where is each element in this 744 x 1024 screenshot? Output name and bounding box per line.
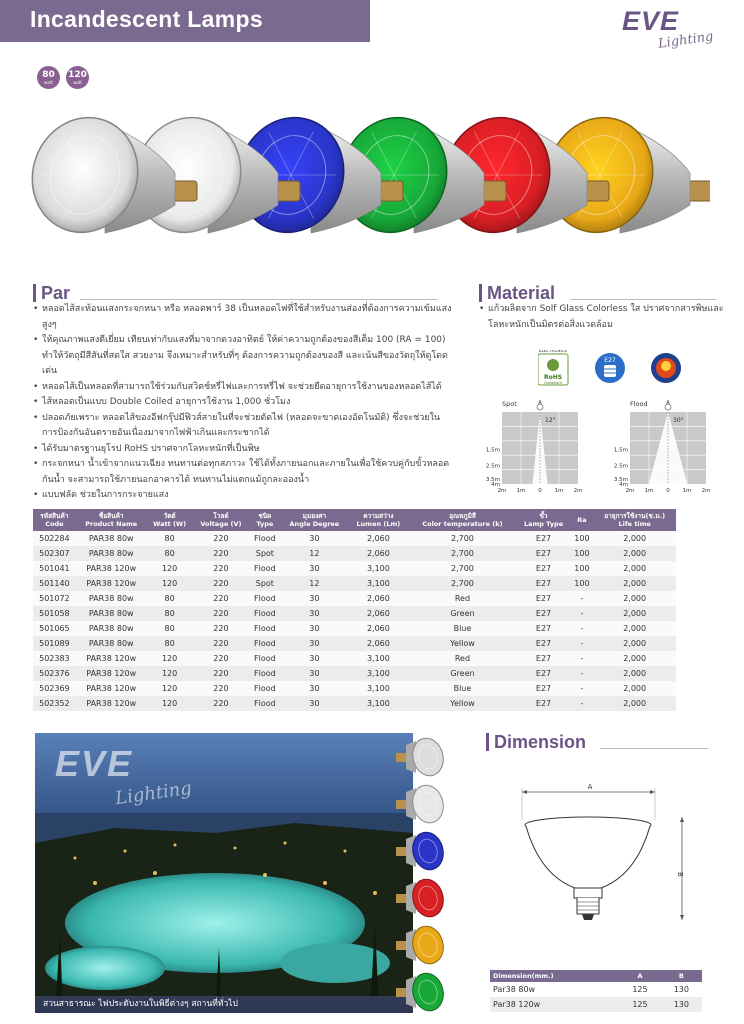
brand-name: EVE bbox=[622, 6, 680, 36]
page-title: Incandescent Lamps bbox=[30, 6, 263, 32]
table-cell: 12 bbox=[280, 576, 348, 591]
table-row bbox=[33, 651, 676, 666]
table-cell: 100 bbox=[571, 546, 594, 561]
table-cell: 220 bbox=[193, 696, 250, 711]
table-row bbox=[33, 681, 676, 696]
table-row bbox=[33, 606, 676, 621]
table-cell: PAR38 80w bbox=[76, 621, 147, 636]
table-cell: - bbox=[571, 696, 594, 711]
beam-angle-label: 12° bbox=[545, 417, 556, 424]
table-cell: 220 bbox=[193, 561, 250, 576]
par-bullet-list bbox=[33, 302, 453, 504]
beam-distance-label: 2.5m bbox=[613, 463, 628, 470]
hot-bulb-icon bbox=[651, 353, 681, 383]
spec-col-header-en: Lamp Type bbox=[523, 520, 564, 528]
table-cell: E27 bbox=[516, 621, 570, 636]
par-bullet: • ปลอดภัยเพราะ หลอดไส้ของอีฟกรุ๊ปมีฟิวส์สายในที่จะช่วยตัดไฟ (หลอดจะขาดเองอัตโนมัติ) ซึ่งจะช่วยในการป้องกันอันตรายอันเนื่องมาจากไฟฟ้าเกินและกระชากได้ bbox=[33, 411, 453, 442]
table-cell: 80 bbox=[147, 606, 193, 621]
material-heading: Material bbox=[479, 284, 555, 302]
table-row bbox=[33, 591, 676, 606]
spec-col-header-en: Color temperature (k) bbox=[422, 520, 503, 528]
par-bullet: • ไส้หลอดเป็นแบบ Double Coiled อายุการใช้งาน 1,000 ชั่วโมง bbox=[33, 395, 453, 411]
table-cell: 220 bbox=[193, 636, 250, 651]
spec-col-header-th: ขั้ว bbox=[539, 512, 548, 520]
dim-b: 130 bbox=[661, 997, 702, 1012]
table-cell: 2,000 bbox=[593, 546, 676, 561]
table-cell: 2,000 bbox=[593, 666, 676, 681]
table-cell: 2,060 bbox=[348, 591, 408, 606]
table-cell: 2,700 bbox=[408, 576, 516, 591]
table-cell: 30 bbox=[280, 591, 348, 606]
side-lamp-1 bbox=[396, 782, 446, 826]
table-cell: 2,060 bbox=[348, 531, 408, 546]
table-cell: 30 bbox=[280, 561, 348, 576]
beam-distance-label: 1.5m bbox=[485, 447, 500, 454]
par-bullet: • กระจกหนา น้ำเข้าจากแนวเฉียง ทนทานต่อทุกสภาวะ ใช้ได้ทั้งภายนอกและภายในเพื่อใช้ควบคู่กับขั้วหลอดกันน้ำ จะสามารถใช้ภายนอกอาคารได้ ทนทานไม่แตกแม้ถูกละอองน้ำ bbox=[33, 457, 453, 488]
table-cell: 2,060 bbox=[348, 621, 408, 636]
spec-col-header-th: ชื่อสินค้า bbox=[98, 512, 124, 520]
side-lamp-2 bbox=[396, 829, 446, 873]
watt-unit: watt bbox=[44, 79, 53, 85]
table-row bbox=[33, 546, 676, 561]
spec-col-header bbox=[33, 509, 76, 531]
table-cell: 501140 bbox=[33, 576, 76, 591]
table-row bbox=[33, 561, 676, 576]
table-cell: 2,000 bbox=[593, 621, 676, 636]
table-cell: Red bbox=[408, 591, 516, 606]
spec-table-header bbox=[33, 509, 676, 531]
table-row bbox=[490, 997, 702, 1012]
table-cell: 2,700 bbox=[408, 561, 516, 576]
table-cell: PAR38 80w bbox=[76, 636, 147, 651]
table-cell: 3,100 bbox=[348, 681, 408, 696]
table-cell: 2,000 bbox=[593, 696, 676, 711]
table-cell: 100 bbox=[571, 561, 594, 576]
spec-col-header-th: Ra bbox=[577, 516, 587, 524]
table-cell: E27 bbox=[516, 666, 570, 681]
table-cell: E27 bbox=[516, 546, 570, 561]
spec-col-header-en: Type bbox=[256, 520, 274, 528]
table-cell: Flood bbox=[249, 666, 280, 681]
dim-a: 125 bbox=[619, 997, 660, 1012]
table-cell: 120 bbox=[147, 576, 193, 591]
table-cell: 220 bbox=[193, 576, 250, 591]
table-cell: E27 bbox=[516, 606, 570, 621]
beam-type-label: Spot bbox=[502, 400, 517, 408]
spec-col-header-en: Product Name bbox=[85, 520, 138, 528]
table-cell: 2,000 bbox=[593, 636, 676, 651]
watt-value: 120 bbox=[68, 69, 87, 80]
spec-col-header-en: Lumen (Lm) bbox=[356, 520, 401, 528]
spec-col-header-th: มุมองศา bbox=[302, 512, 327, 520]
watt-unit: watt bbox=[73, 79, 82, 85]
table-cell: 220 bbox=[193, 606, 250, 621]
table-cell: - bbox=[571, 591, 594, 606]
table-cell: E27 bbox=[516, 651, 570, 666]
table-cell: 3,100 bbox=[348, 696, 408, 711]
spec-col-header bbox=[249, 509, 280, 531]
table-cell: 3,100 bbox=[348, 651, 408, 666]
beam-diagram-spot bbox=[478, 398, 583, 494]
par-heading: Par bbox=[33, 284, 70, 302]
side-lamp-0 bbox=[396, 735, 446, 779]
spec-col-header bbox=[593, 509, 676, 531]
table-cell: 80 bbox=[147, 636, 193, 651]
table-cell: PAR38 80w bbox=[76, 546, 147, 561]
table-cell: 100 bbox=[571, 531, 594, 546]
table-cell: - bbox=[571, 651, 594, 666]
spec-col-header bbox=[76, 509, 147, 531]
watt-value: 80 bbox=[42, 69, 55, 80]
lamps-product-image bbox=[30, 100, 710, 250]
par-divider bbox=[80, 299, 438, 300]
table-cell: 2,000 bbox=[593, 561, 676, 576]
table-cell: - bbox=[571, 606, 594, 621]
spec-table bbox=[33, 509, 676, 711]
table-cell: 30 bbox=[280, 531, 348, 546]
table-cell: Flood bbox=[249, 681, 280, 696]
table-cell: 2,000 bbox=[593, 606, 676, 621]
spec-col-header-en: Watt (W) bbox=[153, 520, 187, 528]
table-cell: 502376 bbox=[33, 666, 76, 681]
dim-header-b: B bbox=[661, 970, 702, 982]
table-cell: 220 bbox=[193, 531, 250, 546]
table-cell: Flood bbox=[249, 636, 280, 651]
rohs-sub-text: Compliant bbox=[544, 381, 562, 385]
par-bullet: • แบบฟลัด ช่วยในการกระจายแสง bbox=[33, 488, 453, 504]
dim-header-name: Dimension(mm.) bbox=[490, 970, 619, 982]
beam-distance-label: 3.5m bbox=[613, 476, 628, 483]
rohs-icon bbox=[538, 350, 568, 385]
table-cell: E27 bbox=[516, 591, 570, 606]
spec-col-header-en: Life time bbox=[618, 520, 651, 528]
beam-width-label: 1m bbox=[682, 488, 692, 494]
certification-icons bbox=[538, 350, 708, 390]
dimension-drawing bbox=[500, 780, 710, 940]
table-cell: Flood bbox=[249, 606, 280, 621]
par-bullet: • หลอดไส้สะท้อนแสงกระจกหนา หรือ หลอดพาร์ 38 เป็นหลอดไฟที่ใช้สำหรับงานส่องที่ต้องการความเข้มแสงสูงๆ bbox=[33, 302, 453, 333]
beam-width-label: 1m bbox=[644, 488, 654, 494]
table-cell: Flood bbox=[249, 531, 280, 546]
table-cell: PAR38 80w bbox=[76, 591, 147, 606]
side-lamp-3 bbox=[396, 876, 446, 920]
dim-header-a: A bbox=[619, 970, 660, 982]
table-cell: 2,700 bbox=[408, 546, 516, 561]
spec-col-header-th: อายุการใช้งาน(ช.ม.) bbox=[604, 512, 666, 520]
photo-brand-tagline: Lighting bbox=[113, 777, 194, 810]
table-cell: 30 bbox=[280, 681, 348, 696]
table-cell: Flood bbox=[249, 651, 280, 666]
table-cell: 220 bbox=[193, 621, 250, 636]
colored-lamps-strip bbox=[394, 733, 446, 1013]
par-bullet: • ได้รับมาตรฐานยุโรป RoHS ปราศจากโลหะหนักที่เป็นพิษ bbox=[33, 442, 453, 458]
table-cell: E27 bbox=[516, 696, 570, 711]
spec-col-header bbox=[408, 509, 516, 531]
table-cell: 220 bbox=[193, 681, 250, 696]
photo-brand-name: EVE bbox=[55, 743, 134, 784]
beam-width-label: 1m bbox=[516, 488, 526, 494]
beam-diagram-flood bbox=[606, 398, 711, 494]
table-cell: 502352 bbox=[33, 696, 76, 711]
table-cell: 30 bbox=[280, 621, 348, 636]
table-cell: 502383 bbox=[33, 651, 76, 666]
beam-width-label: 0 bbox=[538, 488, 542, 494]
table-cell: 120 bbox=[147, 681, 193, 696]
dimension-table bbox=[490, 970, 702, 1012]
material-divider bbox=[570, 299, 716, 300]
beam-distance-label: 4m bbox=[619, 482, 628, 488]
table-cell: 2,000 bbox=[593, 531, 676, 546]
table-cell: 120 bbox=[147, 561, 193, 576]
watt-badge-120 bbox=[66, 66, 89, 89]
table-cell: 2,000 bbox=[593, 576, 676, 591]
table-row bbox=[33, 696, 676, 711]
table-cell: E27 bbox=[516, 576, 570, 591]
table-cell: 2,700 bbox=[408, 531, 516, 546]
table-cell: 3,100 bbox=[348, 561, 408, 576]
table-cell: 2,060 bbox=[348, 636, 408, 651]
dim-b: 130 bbox=[673, 985, 689, 994]
table-cell: 100 bbox=[571, 576, 594, 591]
beam-distance-label: 1.5m bbox=[613, 447, 628, 454]
table-cell: 501089 bbox=[33, 636, 76, 651]
spec-col-header bbox=[516, 509, 570, 531]
table-cell: 220 bbox=[193, 546, 250, 561]
table-cell: - bbox=[571, 621, 594, 636]
table-cell: Green bbox=[408, 666, 516, 681]
table-cell: 80 bbox=[147, 531, 193, 546]
dim-model: Par38 120w bbox=[490, 997, 619, 1012]
par-bullet: • หลอดไส้เป็นหลอดที่สามารถใช้ร่วมกับสวิตช์หรี่ไฟและการหรี่ไฟ จะช่วยยืดอายุการใช้งานของหลอดไส้ได้ bbox=[33, 380, 453, 396]
table-cell: Flood bbox=[249, 591, 280, 606]
spec-col-header-th: ความสว่าง bbox=[363, 512, 394, 520]
table-row bbox=[33, 666, 676, 681]
spec-col-header-th: รหัสสินค้า bbox=[40, 512, 69, 520]
table-cell: Blue bbox=[408, 681, 516, 696]
spec-col-header-th: โวลต์ bbox=[213, 512, 229, 520]
table-row bbox=[33, 621, 676, 636]
table-cell: 3,100 bbox=[348, 666, 408, 681]
table-cell: 12 bbox=[280, 546, 348, 561]
beam-width-label: 2m bbox=[497, 488, 507, 494]
rohs-top-text: ELECTRONICS bbox=[539, 350, 567, 353]
spec-col-header bbox=[571, 509, 594, 531]
table-cell: 502307 bbox=[33, 546, 76, 561]
table-cell: Red bbox=[408, 651, 516, 666]
table-cell: 502369 bbox=[33, 681, 76, 696]
spec-col-header-en: Code bbox=[45, 520, 64, 528]
dimension-heading: Dimension bbox=[486, 733, 586, 751]
title-bar bbox=[0, 0, 370, 42]
beam-width-label: 2m bbox=[625, 488, 635, 494]
table-cell: 501072 bbox=[33, 591, 76, 606]
beam-width-label: 2m bbox=[701, 488, 711, 494]
table-cell: PAR38 120w bbox=[76, 666, 147, 681]
table-cell: PAR38 120w bbox=[76, 576, 147, 591]
table-cell: E27 bbox=[516, 681, 570, 696]
table-cell: PAR38 120w bbox=[76, 651, 147, 666]
rohs-text: RoHS bbox=[543, 374, 563, 381]
table-cell: 220 bbox=[193, 591, 250, 606]
beam-width-label: 1m bbox=[554, 488, 564, 494]
table-cell: Yellow bbox=[408, 696, 516, 711]
table-cell: 2,060 bbox=[348, 606, 408, 621]
table-cell: Blue bbox=[408, 621, 516, 636]
table-cell: Yellow bbox=[408, 636, 516, 651]
table-cell: - bbox=[571, 666, 594, 681]
table-cell: 2,000 bbox=[593, 651, 676, 666]
table-cell: 80 bbox=[147, 546, 193, 561]
table-cell: 501065 bbox=[33, 621, 76, 636]
spec-col-header-en: Angle Degree bbox=[289, 520, 340, 528]
spec-col-header bbox=[147, 509, 193, 531]
spec-col-header bbox=[348, 509, 408, 531]
table-cell: PAR38 80w bbox=[76, 531, 147, 546]
table-cell: 30 bbox=[280, 696, 348, 711]
table-cell: PAR38 120w bbox=[76, 681, 147, 696]
table-cell: 2,000 bbox=[593, 591, 676, 606]
table-cell: 80 bbox=[147, 621, 193, 636]
beam-width-label: 2m bbox=[573, 488, 583, 494]
table-cell: 2,000 bbox=[593, 681, 676, 696]
table-cell: 120 bbox=[147, 651, 193, 666]
table-cell: Spot bbox=[249, 576, 280, 591]
table-cell: 120 bbox=[147, 666, 193, 681]
table-cell: 80 bbox=[147, 591, 193, 606]
table-cell: 220 bbox=[193, 666, 250, 681]
table-cell: 30 bbox=[280, 651, 348, 666]
table-cell: 120 bbox=[147, 696, 193, 711]
e27-text: E27 bbox=[604, 357, 616, 364]
table-cell: 3,100 bbox=[348, 576, 408, 591]
brand-logo bbox=[612, 6, 722, 60]
spec-col-header bbox=[280, 509, 348, 531]
watt-badge-80 bbox=[37, 66, 60, 89]
table-cell: 30 bbox=[280, 606, 348, 621]
table-row bbox=[33, 531, 676, 546]
beam-distance-label: 4m bbox=[491, 482, 500, 488]
table-row bbox=[33, 576, 676, 591]
photo-caption: สวนสาธารณะ ไฟประดับงานในพิธีต่างๆ สถานที่ทั่วไป bbox=[35, 996, 413, 1013]
table-row bbox=[490, 982, 702, 997]
table-cell: 501041 bbox=[33, 561, 76, 576]
beam-type-label: Flood bbox=[630, 400, 648, 408]
beam-top-marker: A bbox=[538, 400, 542, 406]
table-cell: Spot bbox=[249, 546, 280, 561]
spec-col-header-en: Voltage (V) bbox=[200, 520, 242, 528]
table-cell: 220 bbox=[193, 651, 250, 666]
beam-top-marker: A bbox=[666, 400, 670, 406]
e27-base-icon bbox=[595, 353, 625, 383]
table-cell: E27 bbox=[516, 561, 570, 576]
dimension-divider bbox=[600, 748, 708, 749]
beam-width-label: 0 bbox=[666, 488, 670, 494]
beam-distance-label: 3.5m bbox=[485, 476, 500, 483]
side-lamp-4 bbox=[396, 923, 446, 967]
brand-tagline: Lighting bbox=[657, 29, 715, 52]
table-cell: PAR38 120w bbox=[76, 696, 147, 711]
table-cell: 502284 bbox=[33, 531, 76, 546]
application-photo bbox=[35, 733, 413, 1013]
table-cell: E27 bbox=[516, 636, 570, 651]
dim-a: 125 bbox=[632, 985, 648, 994]
dim-label-b: B bbox=[676, 872, 684, 877]
dim-label-a: A bbox=[587, 783, 593, 791]
table-cell: 501058 bbox=[33, 606, 76, 621]
beam-distance-label: 2.5m bbox=[485, 463, 500, 470]
watt-badges bbox=[37, 66, 89, 89]
beam-angle-label: 30° bbox=[673, 417, 684, 424]
table-cell: Flood bbox=[249, 696, 280, 711]
table-cell: PAR38 120w bbox=[76, 561, 147, 576]
table-cell: PAR38 80w bbox=[76, 606, 147, 621]
spec-col-header-th: ชนิด bbox=[258, 512, 272, 520]
table-row bbox=[33, 636, 676, 651]
par-bullet: • ให้คุณภาพแสงดีเยี่ยม เทียบเท่ากับแสงที่มาจากดวงอาทิตย์ ให้ค่าความถูกต้องของสีเต็ม 100 (RA = 100) ทำให้วัตถุมีสีสันที่สดใส สวยงาม จึงเหมาะสำหรับที่ๆ ต้องการความถูกต้องของสี และเน้นสีของวัตถุให้ดูโดดเด่น bbox=[33, 333, 453, 380]
table-cell: E27 bbox=[516, 531, 570, 546]
material-bullet: • แก้วผลิตจาก Solf Glass Colorless ใส ปราศจากสารพิษและโลหะหนักเป็นมิตรต่อสิ่งแวดล้อม bbox=[479, 302, 729, 333]
table-cell: Flood bbox=[249, 561, 280, 576]
table-cell: - bbox=[571, 681, 594, 696]
dim-model: Par38 80w bbox=[493, 985, 536, 994]
table-cell: Green bbox=[408, 606, 516, 621]
spec-col-header-th: อุณหภูมิสี bbox=[449, 512, 476, 520]
table-cell: - bbox=[571, 636, 594, 651]
table-cell: Flood bbox=[249, 621, 280, 636]
table-cell: 30 bbox=[280, 666, 348, 681]
side-lamp-5 bbox=[396, 970, 446, 1013]
table-cell: 2,060 bbox=[348, 546, 408, 561]
spec-col-header-th: วัตต์ bbox=[163, 512, 176, 520]
table-cell: 30 bbox=[280, 636, 348, 651]
spec-col-header bbox=[193, 509, 250, 531]
